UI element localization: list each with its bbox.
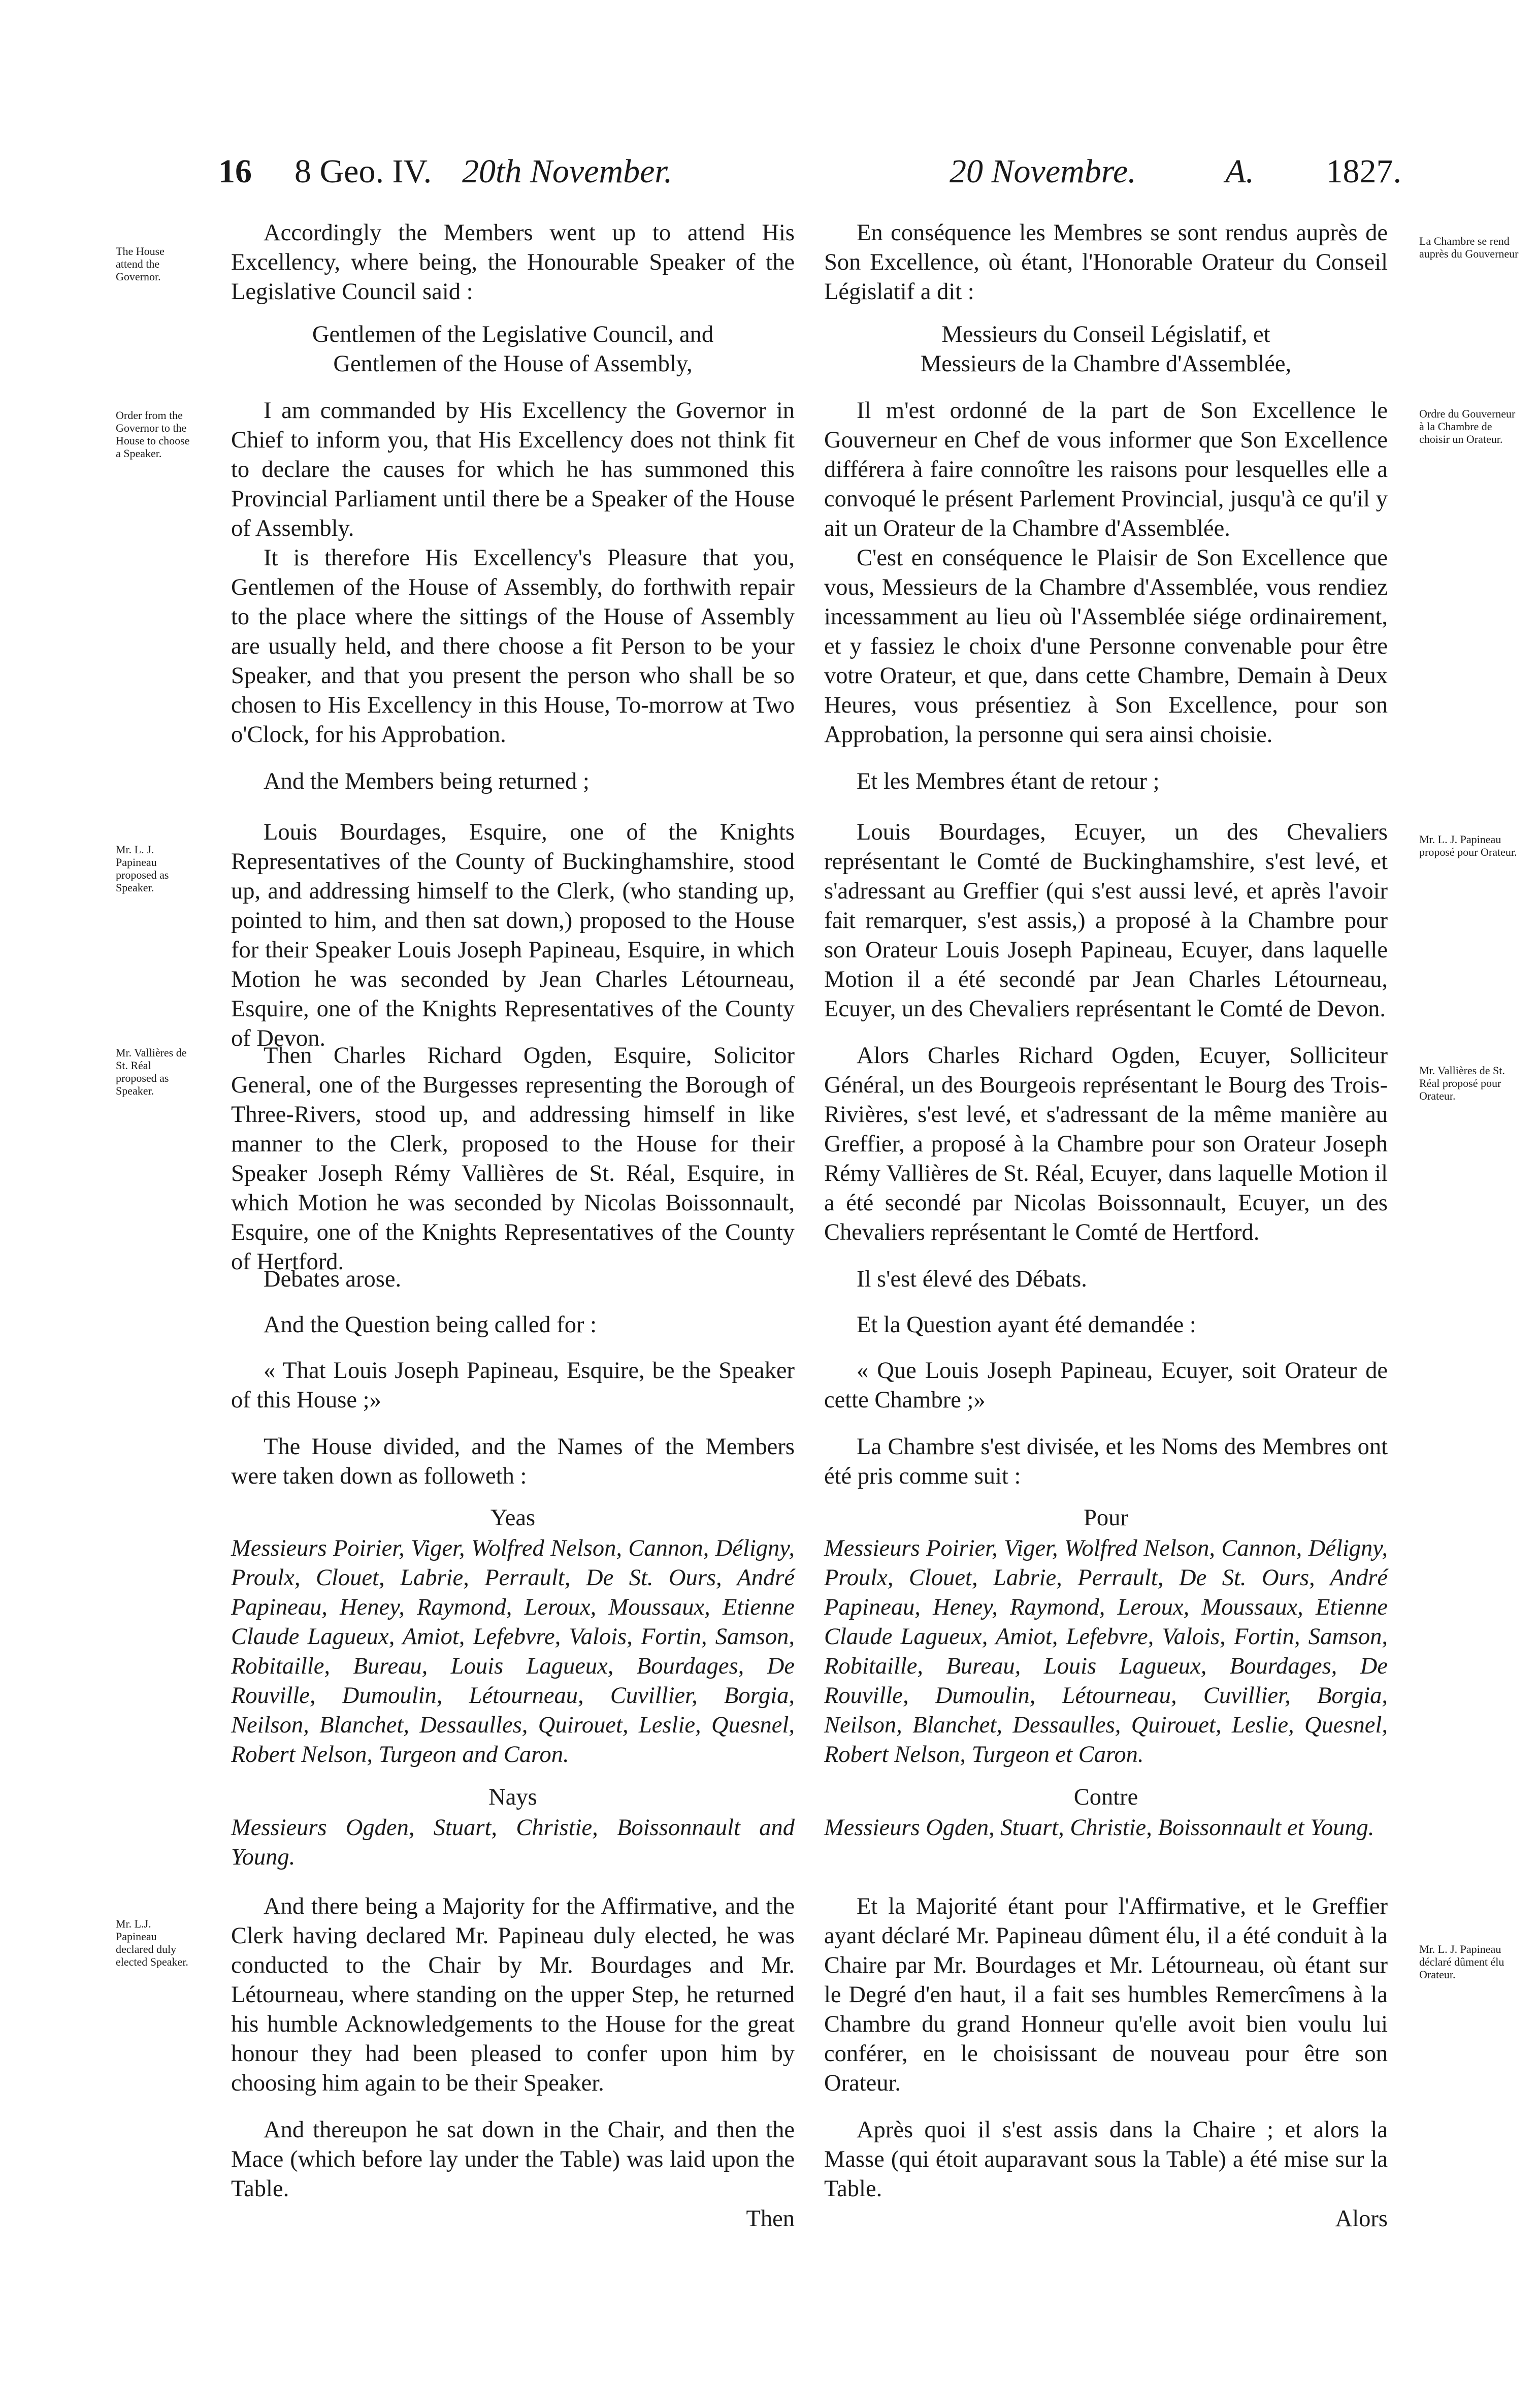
fr-address-line-1: Messieurs du Conseil Législatif, et — [941, 322, 1270, 347]
en-address-line-1: Gentlemen of the Legislative Council, and — [312, 322, 714, 347]
en-paragraph-6: Louis Bourdages, Esquire, one of the Knights Representatives of the County of Buckinghamshire, stood up, and addressing himself to the Clerk, (who standing up, pointed to him, and then sat down,) proposed to the House for their Speaker Louis Joseph Papineau, Esquire, in which Motion he was seconded by Jean Charles Létourneau, Esquire, one of the Knights Representatives of the County of Devon. — [231, 819, 795, 1051]
en-paragraph-7: Then Charles Richard Ogden, Esquire, Solicitor General, one of the Burgesses representing the Borough of Three-Rivers, stood up, and addressing himself in like manner to the Clerk, proposed to the House for their Speaker Joseph Rémy Vallières de St. Réal, Esquire, in which Motion he was seconded by Nicolas Boissonnault, Esquire, one of the Knights Representatives of the County of Hertford. — [231, 1043, 795, 1275]
fr-address-line-2: Messieurs de la Chambre d'Assemblée, — [920, 351, 1292, 377]
en-nays-title: Nays — [488, 1784, 537, 1810]
running-header — [218, 152, 1401, 203]
margin-note-en-1: The House attend the Governor. — [116, 245, 165, 283]
en-yeas-list: Messieurs Poirier, Viger, Wolfred Nelson, Cannon, Déligny, Proulx, Clouet, Labrie, Perrault, De St. Ours, André Papineau, Heney, Raymond, Leroux, Moussaux, Etienne Claude Lagueux, Amiot, Lefebvre, Valois, Fortin, Samson, Robitaille, Bureau, Louis Lagueux, Bourdages, De Rouville, Dumoulin, Létourneau, Cuvillier, Borgia, Neilson, Blanchet, Dessaulles, Quirouet, Leslie, Quesnel, Robert Nelson, Turgeon and Caron. — [231, 1535, 795, 1768]
en-paragraph-9: And the Question being called for : — [264, 1312, 597, 1338]
fr-nays-title: Contre — [1073, 1784, 1138, 1810]
margin-note-en-2: Order from the Governor to the House to choose a Speaker. — [116, 409, 190, 460]
en-paragraph-12: And there being a Majority for the Affirmative, and the Clerk having declared Mr. Papineau duly elected, he was conducted to the Chair by Mr. Bourdages and Mr. Létourneau, where standing on the upper Step, he returned his humble Acknowledgements to the House for the great honour they had been pleased to confer upon him by choosing him again to be their Speaker. — [231, 1893, 795, 2096]
date-french: 20 Novembre. — [950, 153, 1136, 190]
fr-paragraph-1: En conséquence les Membres se sont rendus auprès de Son Excellence, où étant, l'Honorable Orateur du Conseil Législatif a dit : — [824, 220, 1388, 305]
margin-note-fr-1: La Chambre se rend auprès du Gouverneur — [1419, 235, 1519, 260]
fr-paragraph-9: Et la Question ayant été demandée : — [857, 1312, 1196, 1338]
fr-paragraph-5: Et les Membres étant de retour ; — [857, 768, 1160, 794]
date-english: 20th November. — [462, 153, 673, 190]
fr-paragraph-4: C'est en conséquence le Plaisir de Son Excellence que vous, Messieurs de la Chambre d'Assemblée, vous rendiez incessamment au lieu où l'Assemblée siége ordinairement, et y fassiez le choix d'une Personne convenable pour être votre Orateur, et que, dans cette Chambre, Demain à Deux Heures, vous présentiez à Son Excellence, pour son Approbation, la personne qui sera ainsi choisie. — [824, 545, 1388, 748]
en-paragraph-4: It is therefore His Excellency's Pleasure that you, Gentlemen of the House of Assembly, do forthwith repair to the place where the sittings of the House of Assembly are usually held, and there choose a fit Person to be your Speaker, and that you present the person who shall be so chosen to His Excellency in this House, To-morrow at Two o'Clock, for his Approbation. — [231, 545, 795, 748]
en-yeas-title: Yeas — [490, 1505, 536, 1531]
session-label: 8 Geo. IV. — [294, 153, 432, 190]
year-label: 1827. — [1326, 153, 1401, 190]
en-paragraph-1: Accordingly the Members went up to attend His Excellency, where being, the Honourable Speaker of the Legislative Council said : — [231, 220, 795, 305]
fr-yeas-title: Pour — [1084, 1505, 1128, 1531]
margin-note-en-5: Mr. L.J. Papineau declared duly elected Speaker. — [116, 1917, 188, 1968]
fr-paragraph-8: Il s'est élevé des Débats. — [857, 1266, 1087, 1292]
fr-catchword: Alors — [1335, 2206, 1388, 2232]
fr-yeas-list: Messieurs Poirier, Viger, Wolfred Nelson, Cannon, Déligny, Proulx, Clouet, Labrie, Perrault, De St. Ours, André Papineau, Heney, Raymond, Leroux, Moussaux, Etienne Claude Lagueux, Amiot, Lefebvre, Valois, Fortin, Samson, Robitaille, Bureau, Louis Lagueux, Bourdages, De Rouville, Dumoulin, Létourneau, Cuvillier, Borgia, Neilson, Blanchet, Dessaulles, Quirouet, Leslie, Quesnel, Robert Nelson, Turgeon et Caron. — [824, 1535, 1388, 1768]
fr-paragraph-10: « Que Louis Joseph Papineau, Ecuyer, soit Orateur de cette Chambre ;» — [824, 1358, 1388, 1413]
en-paragraph-13: And thereupon he sat down in the Chair, and then the Mace (which before lay under the Table) was laid upon the Table. — [231, 2117, 795, 2202]
en-paragraph-10: « That Louis Joseph Papineau, Esquire, be the Speaker of this House ;» — [231, 1358, 795, 1413]
margin-note-fr-3: Mr. L. J. Papineau proposé pour Orateur. — [1419, 833, 1517, 858]
page-number: 16 — [218, 153, 252, 190]
anno-label: A. — [1225, 153, 1254, 190]
fr-nays-list: Messieurs Ogden, Stuart, Christie, Boissonnault et Young. — [824, 1815, 1375, 1841]
en-paragraph-8: Debates arose. — [264, 1266, 402, 1292]
en-paragraph-3: I am commanded by His Excellency the Governor in Chief to inform you, that His Excellency does not think fit to declare the causes for which he has summoned this Provincial Parliament until there be a Speaker of the House of Assembly. — [231, 398, 795, 541]
margin-note-en-4: Mr. Vallières de St. Réal proposed as Speaker. — [116, 1046, 187, 1097]
fr-paragraph-7: Alors Charles Richard Ogden, Ecuyer, Solliciteur Général, un des Bourgeois représentant le Bourg des Trois-Rivières, s'est levé, et s'adressant de la même manière au Greffier, a proposé à la Chambre pour son Orateur Joseph Rémy Vallières de St. Réal, Ecuyer, dans laquelle Motion il a été secondé par Nicolas Boissonnault, Ecuyer, un des Chevaliers représentant le Comté de Hertford. — [824, 1043, 1388, 1245]
fr-paragraph-11: La Chambre s'est divisée, et les Noms des Membres ont été pris comme suit : — [824, 1434, 1388, 1489]
en-paragraph-5: And the Members being returned ; — [264, 768, 590, 794]
en-address-line-2: Gentlemen of the House of Assembly, — [333, 351, 693, 377]
margin-note-fr-4: Mr. Vallières de St. Réal proposé pour Orateur. — [1419, 1064, 1505, 1102]
fr-paragraph-13: Après quoi il s'est assis dans la Chaire ; et alors la Masse (qui étoit auparavant sous la Table) a été mise sur la Table. — [824, 2117, 1388, 2202]
margin-note-fr-2: Ordre du Gouverneur à la Chambre de choisir un Orateur. — [1419, 407, 1516, 445]
fr-paragraph-6: Louis Bourdages, Ecuyer, un des Chevaliers représentant le Comté de Buckinghamshire, s'est levé, et s'adressant au Greffier (qui s'est aussi levé, et après l'avoir fait remarquer, s'est assis,) a proposé à la Chambre pour son Orateur Louis Joseph Papineau, Ecuyer, dans laquelle Motion il a été secondé par Jean Charles Létourneau, Ecuyer, un des Chevaliers représentant le Comté de Devon. — [824, 819, 1388, 1022]
en-paragraph-11: The House divided, and the Names of the Members were taken down as followeth : — [231, 1434, 795, 1489]
en-catchword: Then — [746, 2206, 795, 2232]
margin-note-en-3: Mr. L. J. Papineau proposed as Speaker. — [116, 843, 169, 894]
en-nays-list: Messieurs Ogden, Stuart, Christie, Boissonnault and Young. — [231, 1815, 795, 1870]
fr-paragraph-12: Et la Majorité étant pour l'Affirmative, et le Greffier ayant déclaré Mr. Papineau dûment élu, il a été conduit à la Chaire par Mr. Bourdages et Mr. Létourneau, où étant sur le Degré d'en haut, il a fait ses humbles Remercîmens à la Chambre du grand Honneur qu'elle avoit bien voulu lui conférer, en le choisissant de nouveau pour être son Orateur. — [824, 1893, 1388, 2096]
margin-note-fr-5: Mr. L. J. Papineau déclaré dûment élu Orateur. — [1419, 1943, 1504, 1981]
fr-paragraph-3: Il m'est ordonné de la part de Son Excellence le Gouverneur en Chef de vous informer que Son Excellence différera à faire connoître les raisons pour lesquelles elle a convoqué le présent Parlement Provincial, jusqu'à ce qu'il y ait un Orateur de la Chambre d'Assemblée. — [824, 398, 1388, 541]
